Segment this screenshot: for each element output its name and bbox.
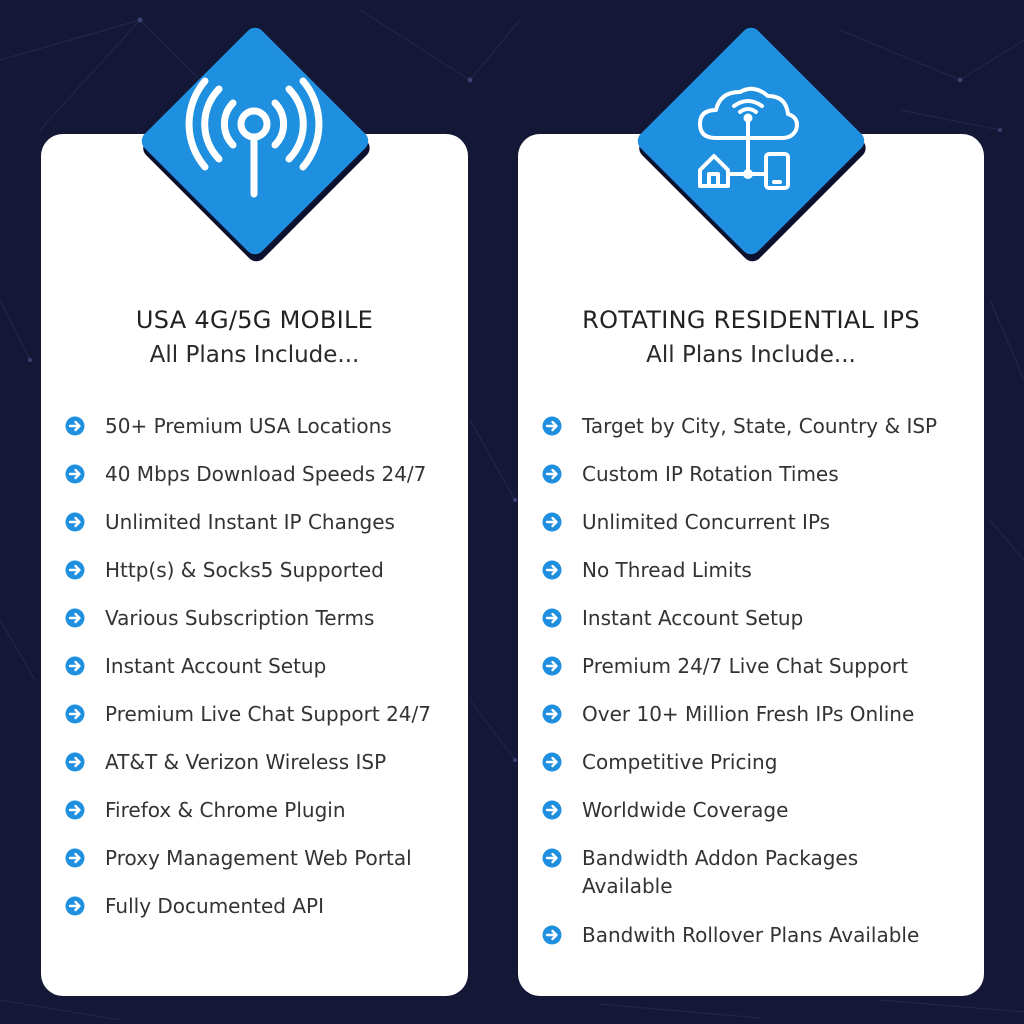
list-item: [542, 796, 974, 844]
feature-text: Various Subscription Terms: [105, 606, 375, 630]
feature-text: Over 10+ Million Fresh IPs Online: [582, 702, 915, 726]
cloud-network-icon: [636, 26, 866, 256]
arrow-right-circle-icon: [542, 560, 562, 580]
feature-list: [65, 412, 458, 940]
list-item: [542, 604, 974, 652]
feature-text: No Thread Limits: [582, 558, 752, 582]
feature-text: Http(s) & Socks5 Supported: [105, 558, 384, 582]
feature-text: Premium Live Chat Support 24/7: [105, 702, 431, 726]
arrow-right-circle-icon: [65, 656, 85, 676]
plan-card-residential: [518, 134, 984, 996]
list-item: [542, 556, 974, 604]
feature-text: Unlimited Instant IP Changes: [105, 510, 395, 534]
list-item: [542, 844, 974, 921]
arrow-right-circle-icon: [65, 752, 85, 772]
feature-text: Instant Account Setup: [105, 654, 327, 678]
arrow-right-circle-icon: [65, 608, 85, 628]
feature-text: 50+ Premium USA Locations: [105, 414, 392, 438]
arrow-right-circle-icon: [65, 848, 85, 868]
feature-list: [542, 412, 974, 969]
feature-text: Custom IP Rotation Times: [582, 462, 839, 486]
feature-text: Premium 24/7 Live Chat Support: [582, 654, 908, 678]
list-item: [65, 700, 458, 748]
list-item: [542, 748, 974, 796]
feature-text: Bandwith Rollover Plans Available: [582, 923, 920, 947]
feature-text: Competitive Pricing: [582, 750, 778, 774]
list-item: [542, 652, 974, 700]
card-subtitle: All Plans Include...: [646, 342, 856, 368]
card-title: ROTATING RESIDENTIAL IPS: [582, 306, 920, 334]
list-item: [65, 844, 458, 892]
list-item: [65, 892, 458, 940]
list-item: [65, 460, 458, 508]
arrow-right-circle-icon: [542, 608, 562, 628]
feature-text: Unlimited Concurrent IPs: [582, 510, 831, 534]
list-item: [542, 700, 974, 748]
arrow-right-circle-icon: [65, 800, 85, 820]
antenna-signal-icon: [140, 26, 370, 256]
feature-text: Bandwidth Addon Packages Available: [582, 846, 859, 898]
arrow-right-circle-icon: [65, 704, 85, 724]
arrow-right-circle-icon: [65, 896, 85, 916]
feature-text: Fully Documented API: [105, 894, 325, 918]
feature-text: Firefox & Chrome Plugin: [105, 798, 346, 822]
plan-badge-residential: [636, 26, 866, 256]
feature-text: Instant Account Setup: [582, 606, 804, 630]
arrow-right-circle-icon: [542, 656, 562, 676]
list-item: [65, 412, 458, 460]
arrow-right-circle-icon: [542, 800, 562, 820]
list-item: [542, 460, 974, 508]
arrow-right-circle-icon: [542, 464, 562, 484]
arrow-right-circle-icon: [65, 464, 85, 484]
card-title: USA 4G/5G MOBILE: [135, 306, 374, 334]
list-item: [542, 921, 974, 969]
arrow-right-circle-icon: [542, 416, 562, 436]
plan-badge-mobile: [140, 26, 370, 256]
feature-text: 40 Mbps Download Speeds 24/7: [105, 462, 427, 486]
list-item: [65, 604, 458, 652]
arrow-right-circle-icon: [65, 512, 85, 532]
arrow-right-circle-icon: [542, 704, 562, 724]
arrow-right-circle-icon: [542, 752, 562, 772]
arrow-right-circle-icon: [542, 925, 562, 945]
list-item: [542, 412, 974, 460]
feature-text: Proxy Management Web Portal: [105, 846, 412, 870]
arrow-right-circle-icon: [542, 512, 562, 532]
card-subtitle: All Plans Include...: [149, 342, 360, 368]
feature-text: Target by City, State, Country & ISP: [582, 414, 938, 438]
arrow-right-circle-icon: [65, 416, 85, 436]
list-item: [65, 796, 458, 844]
feature-text: AT&T & Verizon Wireless ISP: [105, 750, 387, 774]
list-item: [65, 508, 458, 556]
feature-text: Worldwide Coverage: [582, 798, 789, 822]
arrow-right-circle-icon: [542, 848, 562, 868]
list-item: [542, 508, 974, 556]
plan-card-mobile: [41, 134, 468, 996]
list-item: [65, 652, 458, 700]
arrow-right-circle-icon: [65, 560, 85, 580]
list-item: [65, 748, 458, 796]
list-item: [65, 556, 458, 604]
